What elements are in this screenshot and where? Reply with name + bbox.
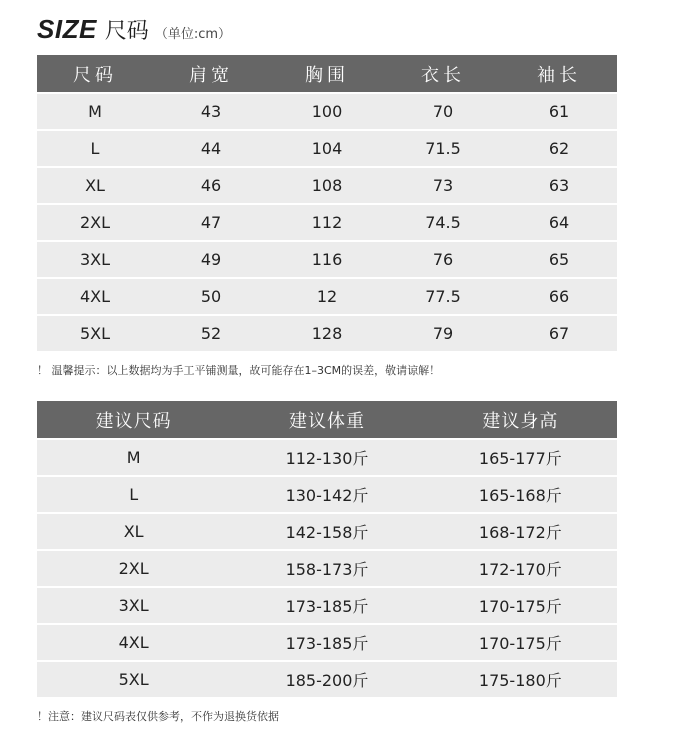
table-row (37, 512, 617, 549)
table-row (37, 623, 617, 660)
recommendation-note: ！注意：建议尺码表仅供参考，不作为退换货依据 (37, 710, 279, 723)
table-header-row (37, 55, 617, 92)
table-cell: 67 (501, 314, 617, 351)
table-cell: 104 (269, 129, 385, 166)
table-row (37, 438, 617, 475)
table-cell: 165-177斤 (424, 438, 617, 475)
table-cell: 50 (153, 277, 269, 314)
table-cell: 158-173斤 (230, 549, 423, 586)
table-row (37, 166, 617, 203)
table-cell: 175-180斤 (424, 660, 617, 697)
title-unit: （单位:cm） (154, 27, 232, 42)
header-cell: 胸围 (269, 55, 385, 92)
table-cell: 130-142斤 (230, 475, 423, 512)
table-cell: 79 (385, 314, 501, 351)
table-cell: 170-175斤 (424, 623, 617, 660)
table-row (37, 203, 617, 240)
header-cell: 建议体重 (230, 401, 423, 438)
header-cell: 肩宽 (153, 55, 269, 92)
table-cell: 4XL (37, 277, 153, 314)
table-cell: 77.5 (385, 277, 501, 314)
table-cell: 70 (385, 92, 501, 129)
table-cell: 170-175斤 (424, 586, 617, 623)
header-cell: 建议尺码 (37, 401, 230, 438)
table-cell: 46 (153, 166, 269, 203)
table-cell: 12 (269, 277, 385, 314)
measurement-note: ！ 温馨提示：以上数据均为手工平铺测量，故可能存在1–3CM的误差，敬请谅解！ (37, 364, 441, 377)
table-row (37, 92, 617, 129)
header-cell: 衣长 (385, 55, 501, 92)
table-header-row (37, 401, 617, 438)
table-cell: M (37, 438, 230, 475)
size-measurement-table (37, 55, 617, 351)
title-size: SIZE (37, 14, 97, 44)
size-recommendation-table (37, 401, 617, 697)
table-cell: 173-185斤 (230, 623, 423, 660)
table-cell: 65 (501, 240, 617, 277)
table-cell: 173-185斤 (230, 586, 423, 623)
table-row (37, 586, 617, 623)
table-cell: 116 (269, 240, 385, 277)
table-cell: 5XL (37, 314, 153, 351)
table-cell: L (37, 129, 153, 166)
table-cell: 5XL (37, 660, 230, 697)
table-cell: 47 (153, 203, 269, 240)
table-cell: 2XL (37, 203, 153, 240)
table-cell: 66 (501, 277, 617, 314)
table-row (37, 314, 617, 351)
table-cell: 128 (269, 314, 385, 351)
table-cell: 62 (501, 129, 617, 166)
table-cell: 112-130斤 (230, 438, 423, 475)
table-cell: 100 (269, 92, 385, 129)
table-cell: 43 (153, 92, 269, 129)
table-cell: 52 (153, 314, 269, 351)
table-cell: 165-168斤 (424, 475, 617, 512)
table-cell: 185-200斤 (230, 660, 423, 697)
table-cell: 61 (501, 92, 617, 129)
header-cell: 尺码 (37, 55, 153, 92)
header-cell: 袖长 (501, 55, 617, 92)
table-cell: 76 (385, 240, 501, 277)
table-row (37, 475, 617, 512)
table-cell: 112 (269, 203, 385, 240)
title-cn: 尺码 (104, 19, 149, 44)
table-cell: 73 (385, 166, 501, 203)
page-title (37, 14, 231, 50)
table-cell: 49 (153, 240, 269, 277)
table-row (37, 549, 617, 586)
table-cell: 3XL (37, 240, 153, 277)
table-row (37, 660, 617, 697)
table-cell: 44 (153, 129, 269, 166)
table-cell: 63 (501, 166, 617, 203)
table-cell: 168-172斤 (424, 512, 617, 549)
table-cell: 142-158斤 (230, 512, 423, 549)
table-cell: 74.5 (385, 203, 501, 240)
table-cell: L (37, 475, 230, 512)
table-cell: 2XL (37, 549, 230, 586)
table-row (37, 277, 617, 314)
table-cell: 4XL (37, 623, 230, 660)
table-cell: XL (37, 512, 230, 549)
table-cell: M (37, 92, 153, 129)
table-cell: 71.5 (385, 129, 501, 166)
table-row (37, 240, 617, 277)
table-cell: 108 (269, 166, 385, 203)
table-cell: 64 (501, 203, 617, 240)
table-cell: XL (37, 166, 153, 203)
table-cell: 3XL (37, 586, 230, 623)
table-cell: 172-170斤 (424, 549, 617, 586)
header-cell: 建议身高 (424, 401, 617, 438)
table-row (37, 129, 617, 166)
